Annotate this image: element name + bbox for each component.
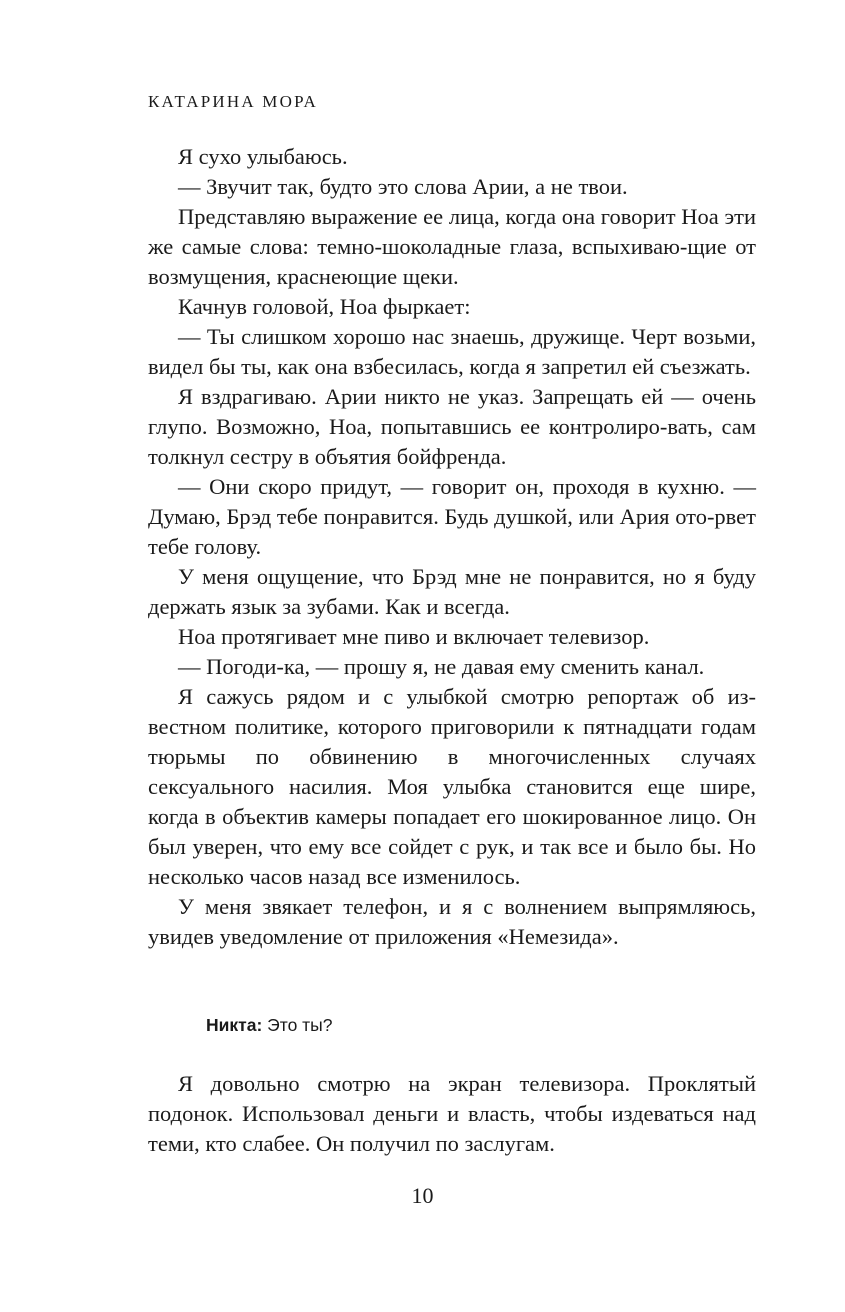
paragraph: Ноа протягивает мне пиво и включает телевизор.	[178, 624, 650, 649]
paragraph: Я вздрагиваю. Арии никто не указ. Запрещать ей — очень глупо. Возможно, Ноа, попытавшись ее контролиро-вать, сам толкнул сестру в объятия бойфренда.	[148, 384, 756, 469]
main-text-continued	[148, 1069, 756, 1159]
paragraph: Представляю выражение ее лица, когда она говорит Ноа эти же самые слова: темно-шоколадные глаза, вспыхиваю-щие от возмущения, краснеющие щеки.	[148, 204, 756, 289]
page-number: 10	[411, 1183, 434, 1208]
paragraph: У меня звякает телефон, и я с волнением выпрямляюсь, увидев уведомление от приложения «Немезида».	[148, 894, 756, 949]
chat-sender: Никта:	[206, 1015, 263, 1035]
paragraph: Я сухо улыбаюсь.	[178, 144, 348, 169]
paragraph: У меня ощущение, что Брэд мне не понравится, но я буду держать язык за зубами. Как и всегда.	[148, 564, 756, 619]
paragraph: — Ты слишком хорошо нас знаешь, дружище. Черт возьми, видел бы ты, как она взбесилась, когда я запретил ей съезжать.	[148, 324, 756, 379]
paragraph: Я довольно смотрю на экран телевизора. Проклятый подонок. Использовал деньги и власть, чтобы издеваться над теми, кто слабее. Он получил по заслугам.	[148, 1071, 756, 1156]
paragraph: — Погоди-ка, — прошу я, не давая ему сменить канал.	[178, 654, 705, 679]
paragraph: — Они скоро придут, — говорит он, проходя в кухню. — Думаю, Брэд тебе понравится. Будь душкой, или Ария ото-рвет тебе голову.	[148, 474, 756, 559]
paragraph: — Звучит так, будто это слова Арии, а не твои.	[178, 174, 628, 199]
chat-text: Это ты?	[267, 1015, 333, 1035]
paragraph: Качнув головой, Ноа фыркает:	[178, 294, 471, 319]
main-text	[148, 142, 756, 952]
running-head: КАТАРИНА МОРА	[148, 92, 319, 111]
chat-message	[206, 1012, 333, 1038]
paragraph: Я сажусь рядом и с улыбкой смотрю репортаж об из-вестном политике, которого приговорили к пятнадцати годам тюрьмы по обвинению в многочисленных случаях сексуального насилия. Моя улыбка становится еще шире, когда в объектив камеры попадает его шокированное лицо. Он был уверен, что ему все сойдет с рук, и так все и было бы. Но несколько часов назад все изменилось.	[148, 684, 756, 889]
